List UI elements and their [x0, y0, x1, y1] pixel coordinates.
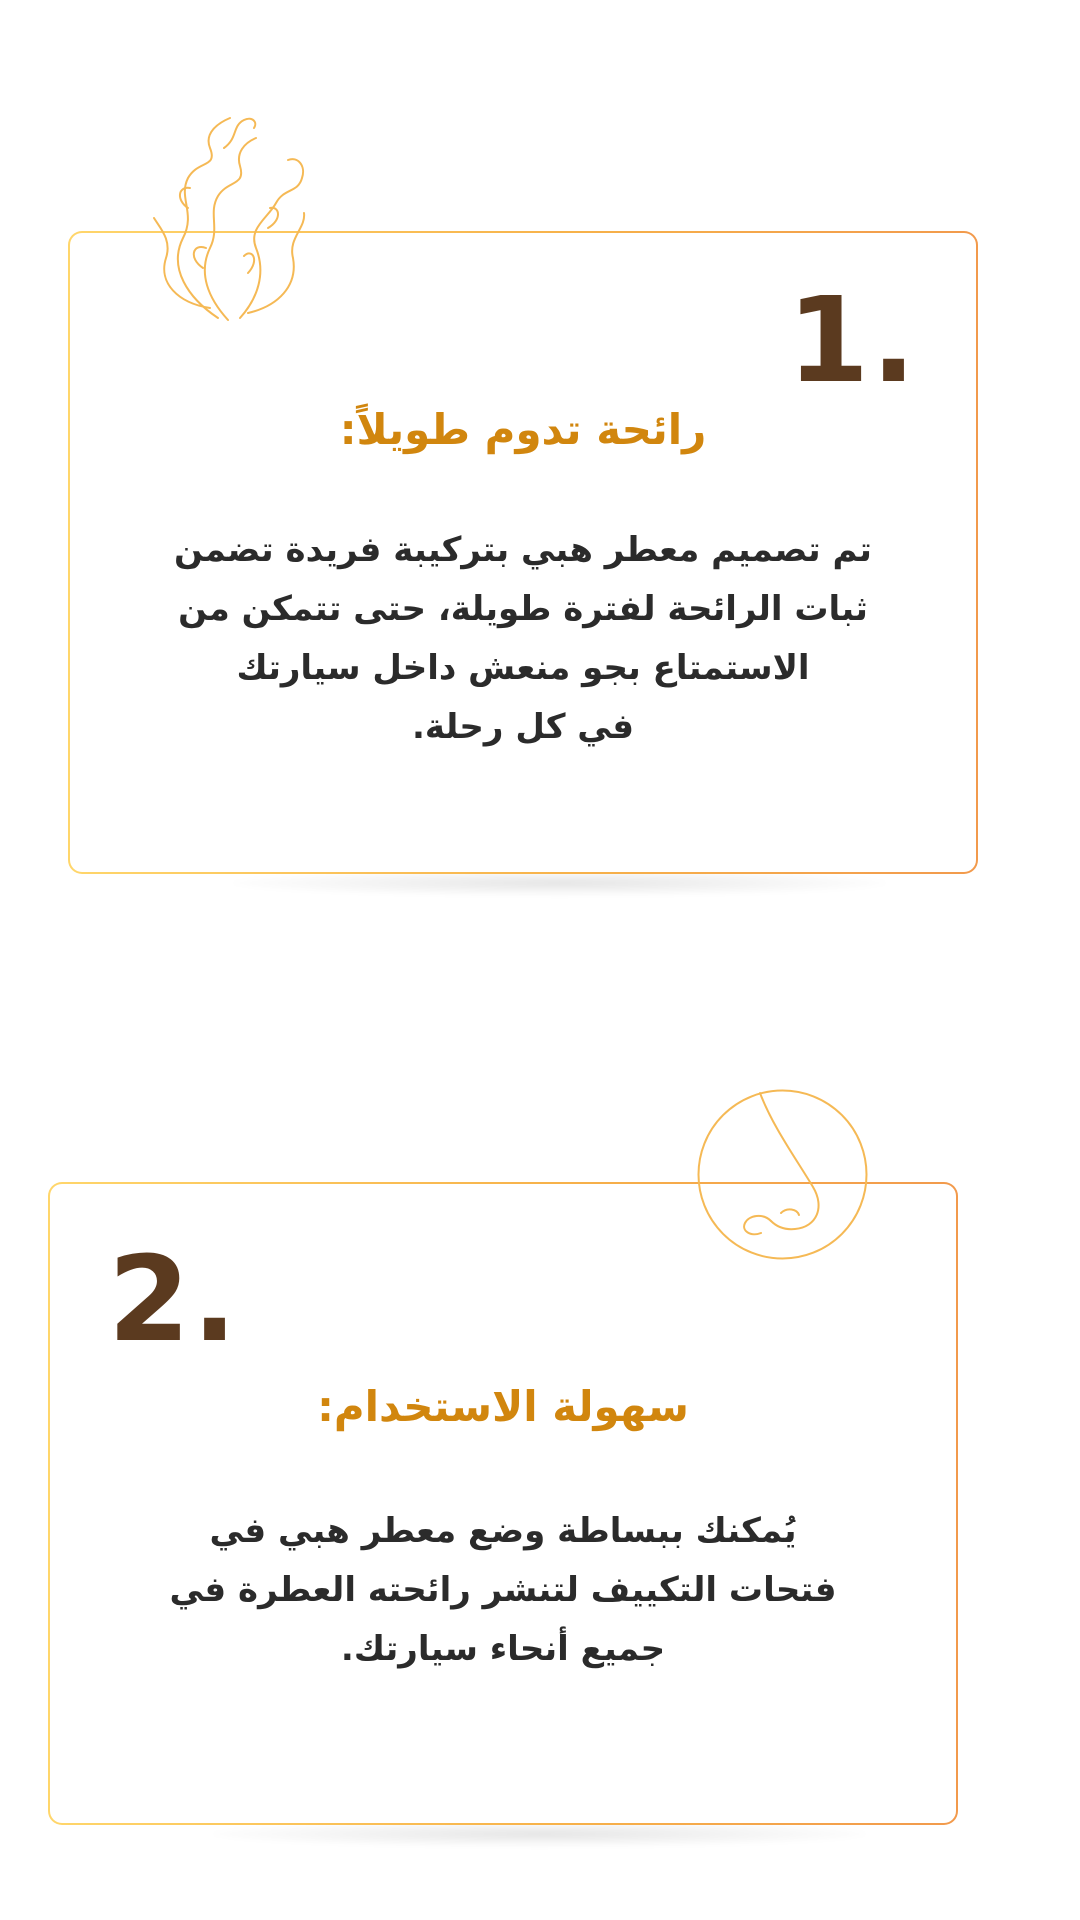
feature-card-ease-of-use — [48, 1182, 958, 1825]
feature-title: رائحة تدوم طويلاً: — [339, 405, 707, 454]
description-line: الاستمتاع بجو منعش داخل سيارتك — [236, 648, 810, 688]
feature-description — [158, 521, 888, 757]
smoke-icon — [148, 108, 308, 323]
description-line: جميع أنحاء سيارتك. — [340, 1629, 666, 1669]
description-line: ثبات الرائحة لفترة طويلة، حتى تتمكن من — [178, 589, 868, 629]
feature-title: سهولة الاستخدام: — [317, 1382, 689, 1431]
feature-number: 2. — [108, 1230, 239, 1368]
feature-card-long-lasting — [68, 231, 978, 874]
description-line: في كل رحلة. — [412, 707, 634, 747]
nose-icon — [695, 1087, 870, 1262]
description-line: تم تصميم معطر هبي بتركيبة فريدة تضمن — [174, 530, 872, 570]
feature-description — [138, 1502, 868, 1679]
feature-number: 1. — [787, 271, 918, 409]
description-line: يُمكنك ببساطة وضع معطر هبي في — [209, 1511, 797, 1551]
description-line: فتحات التكييف لتنشر رائحته العطرة في — [169, 1570, 837, 1610]
